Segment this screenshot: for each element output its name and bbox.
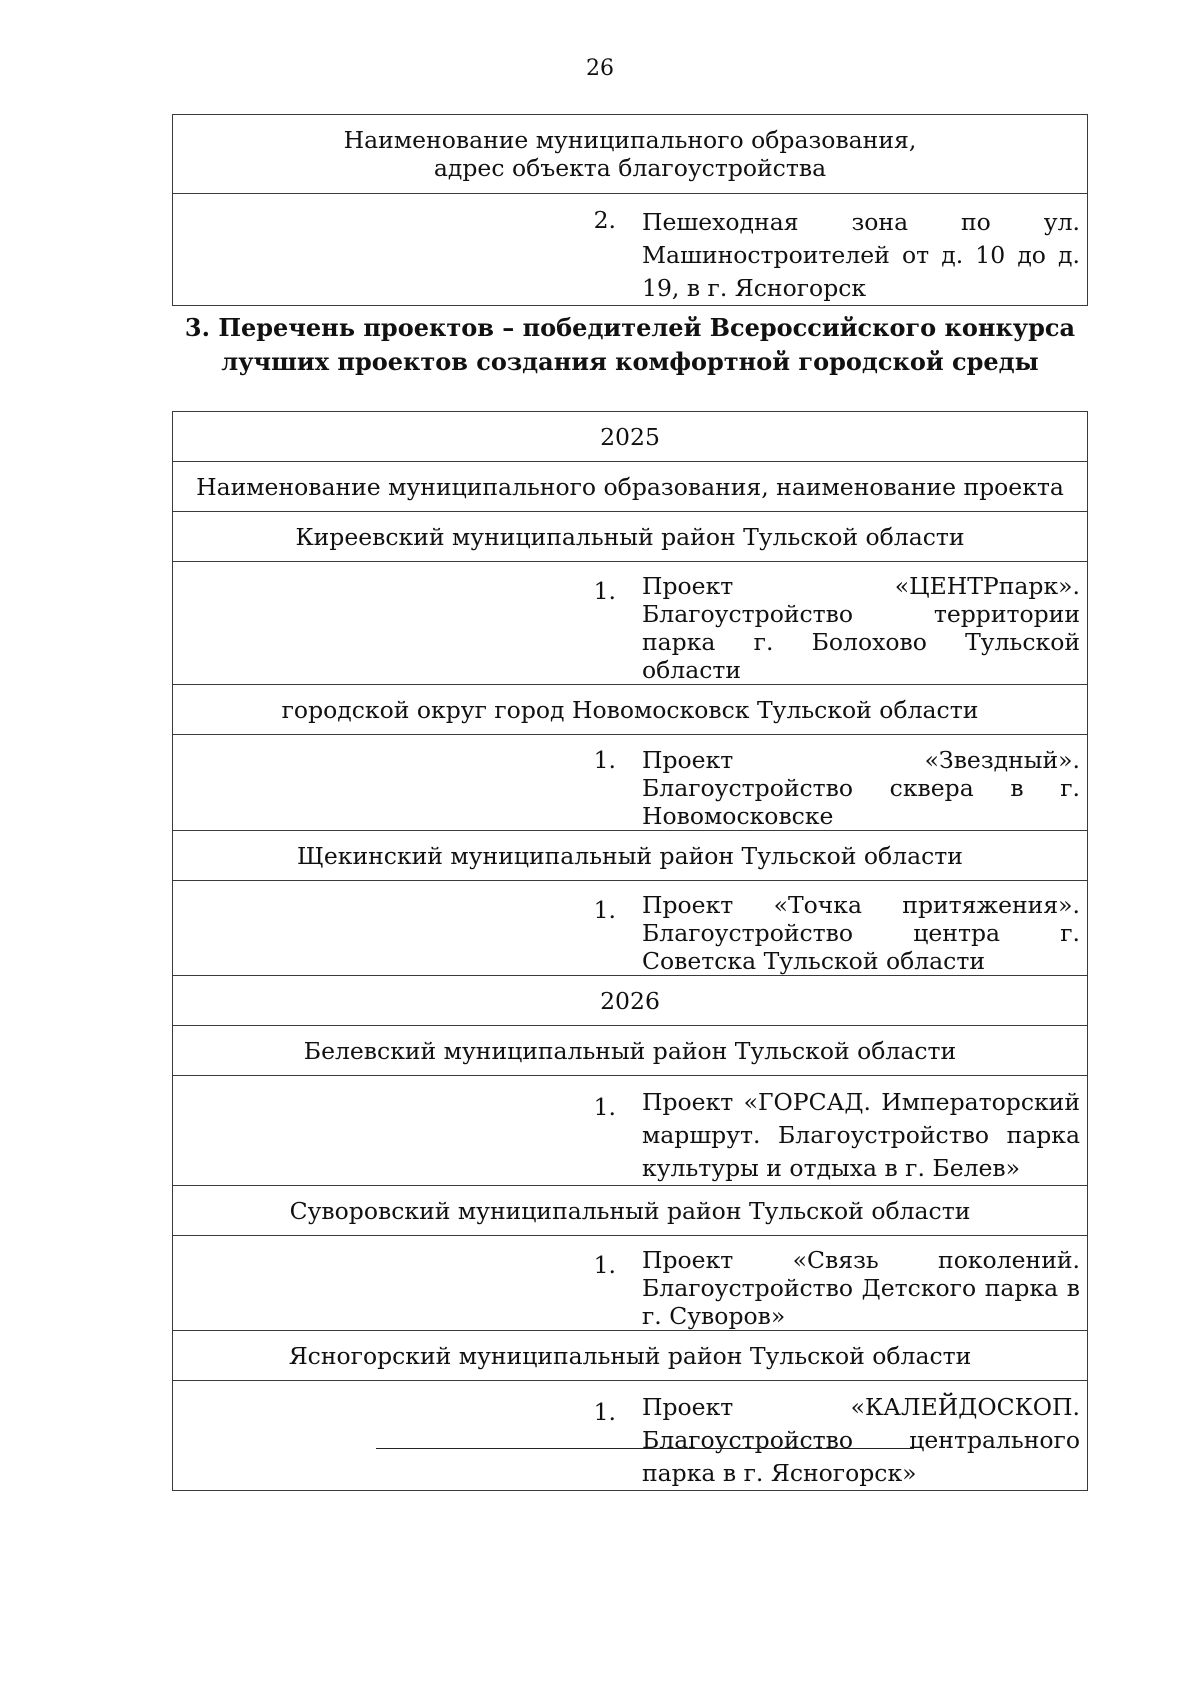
municipality-row xyxy=(173,1026,1088,1076)
table-row xyxy=(173,194,1088,306)
project-row xyxy=(173,1236,1088,1331)
row-address: Пешеходная зона по ул. Машиностроителей от д. 10 до д. 19, в г. Ясногорск xyxy=(630,194,1088,306)
section-title-line-2: лучших проектов создания комфортной городской среды xyxy=(221,347,1039,376)
year-row-2026 xyxy=(173,976,1088,1026)
page-number: 26 xyxy=(586,56,614,81)
winners-table xyxy=(172,411,1088,1491)
year-row-2025 xyxy=(173,412,1088,462)
section-title-line-1: 3. Перечень проектов – победителей Всероссийского конкурса xyxy=(184,313,1076,342)
project-number: 1. xyxy=(173,562,631,685)
project-number: 1. xyxy=(173,1381,631,1491)
project-row xyxy=(173,1076,1088,1186)
project-row xyxy=(173,562,1088,685)
project-text: Проект «Точка притяжения». Благоустройство центра г. Советска Тульской области xyxy=(630,881,1088,976)
end-of-document-rule xyxy=(376,1448,914,1449)
municipality-cell: Суворовский муниципальный район Тульской области xyxy=(173,1186,1088,1236)
project-text: Проект «Связь поколений. Благоустройство Детского парка в г. Суворов» xyxy=(630,1236,1088,1331)
addresses-table-continuation xyxy=(172,114,1088,306)
section-title xyxy=(172,311,1088,379)
project-number: 1. xyxy=(173,735,631,831)
project-text: Проект «Звездный». Благоустройство сквера в г. Новомосковске xyxy=(630,735,1088,831)
header-line-2: адрес объекта благоустройства xyxy=(433,154,827,182)
project-text: Проект «ЦЕНТРпарк». Благоустройство территории парка г. Болохово Тульской области xyxy=(630,562,1088,685)
header-line-1: Наименование муниципального образования, xyxy=(343,126,917,154)
project-row xyxy=(173,1381,1088,1491)
year-cell: 2026 xyxy=(173,976,1088,1026)
municipality-cell: Ясногорский муниципальный район Тульской области xyxy=(173,1331,1088,1381)
column-header-cell: Наименование муниципального образования, наименование проекта xyxy=(173,462,1088,512)
table-header-cell xyxy=(173,115,1088,194)
municipality-cell: Щекинский муниципальный район Тульской области xyxy=(173,831,1088,881)
municipality-row xyxy=(173,1186,1088,1236)
project-text: Проект «ГОРСАД. Императорский маршрут. Благоустройство парка культуры и отдыха в г. Белев» xyxy=(630,1076,1088,1186)
municipality-cell: Белевский муниципальный район Тульской области xyxy=(173,1026,1088,1076)
municipality-cell: городской округ город Новомосковск Тульской области xyxy=(173,685,1088,735)
project-row xyxy=(173,881,1088,976)
year-cell: 2025 xyxy=(173,412,1088,462)
project-text: Проект «КАЛЕЙДОСКОП. Благоустройство центрального парка в г. Ясногорск» xyxy=(630,1381,1088,1491)
project-row xyxy=(173,735,1088,831)
municipality-row xyxy=(173,685,1088,735)
municipality-cell: Киреевский муниципальный район Тульской области xyxy=(173,512,1088,562)
project-number: 1. xyxy=(173,1076,631,1186)
project-number: 1. xyxy=(173,1236,631,1331)
column-header-row xyxy=(173,462,1088,512)
row-number: 2. xyxy=(173,194,631,306)
municipality-row xyxy=(173,1331,1088,1381)
project-number: 1. xyxy=(173,881,631,976)
municipality-row xyxy=(173,831,1088,881)
table-header-row xyxy=(173,115,1088,194)
municipality-row xyxy=(173,512,1088,562)
